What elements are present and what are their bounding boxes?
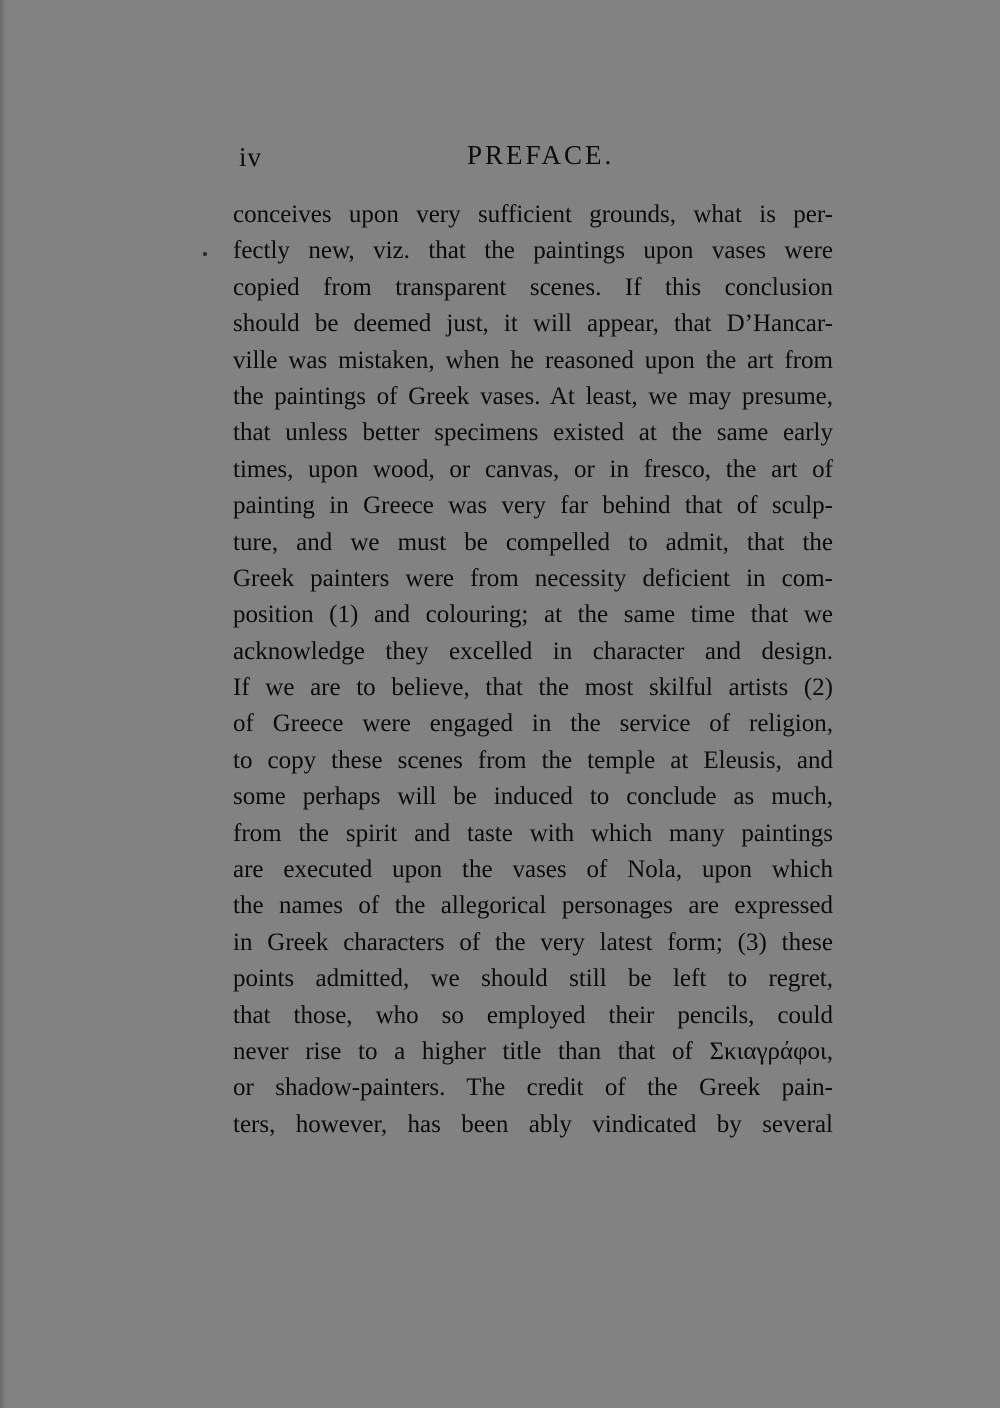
text-line: never rise to a higher title than that of Σκιαγράφοι, <box>233 1037 833 1065</box>
text-line: painting in Greece was very far behind that of sculp- <box>233 492 833 520</box>
text-line: that those, who so employed their pencils, could <box>233 1001 833 1029</box>
text-line: should be deemed just, it will appear, that D’Hancar- <box>233 310 833 338</box>
text-line: Greek painters were from necessity deficient in com- <box>233 564 833 592</box>
text-line: in Greek characters of the very latest form; (3) these <box>233 928 833 956</box>
text-line: copied from transparent scenes. If this conclusion <box>233 273 833 301</box>
text-line: conceives upon very sufficient grounds, what is per- <box>233 201 833 228</box>
text-line: ville was mistaken, when he reasoned upon the art from <box>233 346 833 374</box>
text-line: If we are to believe, that the most skilful artists (2) <box>233 674 833 702</box>
body-text <box>233 197 833 1143</box>
text-line: acknowledge they excelled in character and design. <box>233 637 833 665</box>
text-line: that unless better specimens existed at the same early <box>233 419 833 447</box>
text-line: or shadow-painters. The credit of the Greek pain- <box>233 1074 833 1102</box>
text-line: of Greece were engaged in the service of religion, <box>233 710 833 738</box>
ink-speck <box>203 252 207 256</box>
page-number: iv <box>239 142 263 172</box>
text-line: ture, and we must be compelled to admit, that the <box>233 528 833 556</box>
page-edge-shadow <box>0 0 6 1408</box>
running-title: PREFACE. <box>467 140 615 170</box>
text-line: are executed upon the vases of Nola, upon which <box>233 856 833 884</box>
page-header <box>237 138 831 182</box>
text-line: from the spirit and taste with which many paintings <box>233 819 833 847</box>
text-line: times, upon wood, or canvas, or in fresco, the art of <box>233 455 833 483</box>
text-line: ters, however, has been ably vindicated by several <box>233 1110 833 1138</box>
text-line: the paintings of Greek vases. At least, we may presume, <box>233 382 833 410</box>
text-line: points admitted, we should still be left to regret, <box>233 965 833 993</box>
text-line: to copy these scenes from the temple at Eleusis, and <box>233 746 833 774</box>
text-line: the names of the allegorical personages are expressed <box>233 892 833 920</box>
text-line: some perhaps will be induced to conclude as much, <box>233 783 833 811</box>
text-line: fectly new, viz. that the paintings upon vases were <box>233 237 833 265</box>
text-line: position (1) and colouring; at the same time that we <box>233 601 833 629</box>
